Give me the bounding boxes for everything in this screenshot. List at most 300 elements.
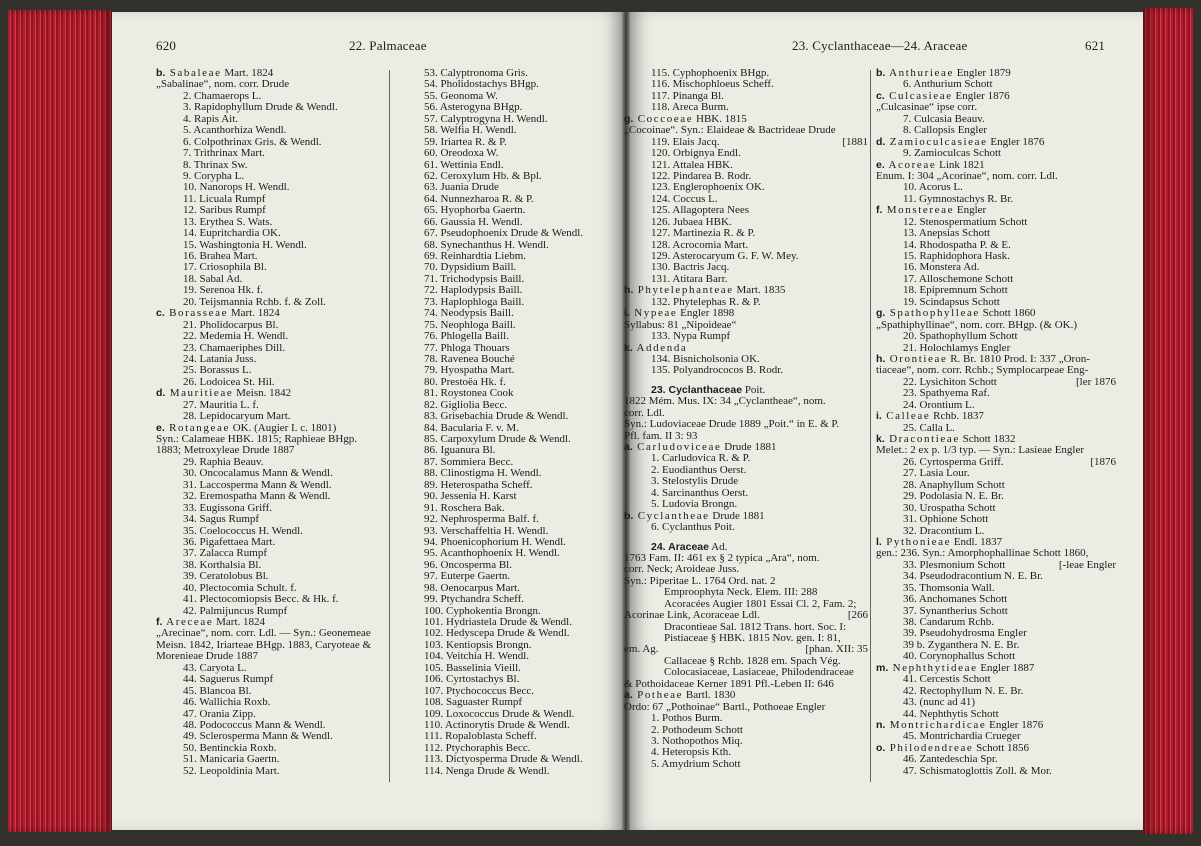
line-text: 118. Areca Burm. bbox=[651, 101, 729, 114]
genus-entry: 109. Loxococcus Drude & Wendl. bbox=[424, 707, 575, 720]
line-text: Syn.: Piperitae L. 1764 Ord. nat. 2 bbox=[624, 574, 776, 587]
tribe-name: Monstereae bbox=[882, 204, 955, 217]
line-text: 2. Pothodeum Schott bbox=[651, 723, 743, 736]
line-text: 12. Saribus Rumpf bbox=[183, 204, 266, 217]
tribe-author: OK. (Augier I. c. 1801) bbox=[229, 421, 337, 434]
tribe-name: Acoreae bbox=[884, 158, 937, 171]
line-text: 115. Cyphophoenix BHgp. bbox=[651, 67, 770, 79]
line-text: Morenieae Drude 1887 bbox=[156, 650, 259, 663]
line-text: 4. Heteropsis Kth. bbox=[651, 746, 732, 759]
tribe-name: Coccoeae bbox=[633, 112, 694, 125]
right-page bbox=[624, 12, 1143, 830]
line-text: 3. Rapidophyllum Drude & Wendl. bbox=[183, 101, 338, 114]
line-text: 50. Bentinckia Roxb. bbox=[183, 741, 277, 754]
genus-entry: 69. Reinhardtia Liebm. bbox=[424, 250, 527, 262]
tribe-name: Calleae bbox=[881, 410, 931, 423]
line-text: 28. Anaphyllum Schott bbox=[903, 478, 1005, 491]
line-text: 16. Brahea Mart. bbox=[183, 250, 258, 262]
page-edges-right bbox=[1143, 8, 1193, 834]
line-text: Acorinae Link, Acoraceae Ldl. bbox=[624, 609, 760, 622]
genus-entry: 85. Carpoxylum Drude & Wendl. bbox=[424, 433, 571, 445]
right-column-1 bbox=[624, 68, 868, 770]
genus-entry: 79. Hyospatha Mart. bbox=[424, 364, 515, 377]
line-text: 41. Plectocomiopsis Becc. & Hk. f. bbox=[183, 593, 339, 606]
carried-over-text: [ler 1876 bbox=[1075, 375, 1116, 388]
line-text: Dracontieae Sal. 1812 Trans. hort. Soc. I: bbox=[664, 620, 847, 633]
line-text: 37. Zalacca Rumpf bbox=[183, 547, 267, 560]
genus-entry: 104. Veitchia H. Wendl. bbox=[424, 650, 530, 663]
tribe-name: Cyclantheae bbox=[633, 509, 710, 522]
line-text: & Pothoidaceae Kerner 1891 Pfl.-Leben II: 646 bbox=[624, 677, 834, 690]
line-text: 11. Licuala Rumpf bbox=[183, 192, 266, 205]
line-text: 45. Blancoa Bl. bbox=[183, 684, 252, 697]
tribe-name: Rotangeae bbox=[164, 421, 230, 434]
genus-entry: 90. Jessenia H. Karst bbox=[424, 490, 517, 503]
tribe-name: Culcasieae bbox=[884, 89, 953, 102]
line-text: 45. Montrichardia Crueger bbox=[903, 730, 1021, 743]
line-text: 51. Manicaria Gaertn. bbox=[183, 753, 280, 766]
line-text: 46. Zantedeschia Spr. bbox=[903, 753, 998, 766]
tribe-name: Addenda bbox=[632, 341, 688, 354]
line-text: 44. Saguerus Rumpf bbox=[183, 673, 274, 686]
genus-entry: 74. Neodypsis Baill. bbox=[424, 307, 514, 320]
column-rule bbox=[870, 70, 871, 782]
carried-over-text: [266 bbox=[847, 609, 868, 622]
genus-entry: 55. Geonoma W. bbox=[424, 89, 498, 102]
column-rule bbox=[389, 70, 390, 782]
left-column-2 bbox=[397, 68, 619, 777]
tribe-letter: b. bbox=[156, 67, 166, 79]
line-text: Syllabus: 81 „Nipoideae“ bbox=[624, 318, 737, 331]
genus-entry: 81. Roystonea Cook bbox=[424, 387, 514, 400]
line-text: Pistiaceae § HBK. 1815 Nov. gen. I: 81, bbox=[664, 632, 841, 644]
right-column-2 bbox=[876, 68, 1116, 777]
line-text: 30. Oncocalamus Mann & Wendl. bbox=[183, 467, 333, 480]
line-text: 132. Phytelephas R. & P. bbox=[651, 295, 761, 308]
line-text: 35. Coelococcus H. Wendl. bbox=[183, 524, 303, 537]
line-text: 3. Stelostylis Drude bbox=[651, 475, 739, 488]
genus-entry: 54. Pholidostachys BHgp. bbox=[424, 78, 539, 91]
genus-entry: 101. Hydriastela Drude & Wendl. bbox=[424, 616, 572, 628]
line-text: 37. Synantherius Schott bbox=[903, 604, 1008, 617]
line-text: 21. Pholidocarpus Bl. bbox=[183, 318, 279, 331]
tribe-author: Engler 1879 bbox=[953, 67, 1011, 79]
line-text: 128. Acrocomia Mart. bbox=[651, 238, 749, 251]
genus-entry: 75. Neophloga Baill. bbox=[424, 318, 516, 331]
genus-entry: 97. Euterpe Gaertn. bbox=[424, 570, 511, 583]
page-edges-left bbox=[8, 10, 112, 832]
tribe-author: Endl. 1837 bbox=[951, 535, 1003, 548]
line-text: gen.: 236. Syn.: Amorphophallinae Schott 1860, bbox=[876, 547, 1089, 560]
tribe-author: Engler 1887 bbox=[977, 661, 1035, 674]
running-head-left: 22. Palmaceae bbox=[349, 38, 427, 53]
genus-entry: 57. Calyptrogyna H. Wendl. bbox=[424, 112, 548, 125]
tribe-author: Meisn. 1842 bbox=[233, 387, 292, 400]
line-text: 30. Urospatha Schott bbox=[903, 501, 996, 514]
line-text: 119. Elais Jacq. bbox=[651, 135, 720, 148]
tribe-name: Mauritieae bbox=[165, 387, 234, 400]
genus-entry: 65. Hyophorba Gaertn. bbox=[424, 204, 526, 217]
genus-entry: 80. Prestoëa Hk. f. bbox=[424, 375, 506, 388]
genus-entry: 53. Calyptronoma Gris. bbox=[424, 67, 528, 79]
line-text: 38. Korthalsia Bl. bbox=[183, 558, 262, 571]
genus-entry: 66. Gaussia H. Wendl. bbox=[424, 215, 523, 228]
tribe-author: Engler 1876 bbox=[986, 718, 1044, 731]
genus-entry: 105. Basselinia Vieill. bbox=[424, 661, 521, 674]
tribe-letter: c. bbox=[156, 307, 165, 320]
line-text: 6. Colpothrinax Gris. & Wendl. bbox=[183, 135, 322, 148]
page-number-right: 621 bbox=[1085, 38, 1106, 53]
tribe-letter: b. bbox=[624, 509, 634, 522]
genus-entry: 76. Phlogella Baill. bbox=[424, 330, 509, 343]
line-text: 7. Trithrinax Mart. bbox=[183, 147, 265, 160]
genus-entry: 71. Trichodypsis Baill. bbox=[424, 272, 525, 285]
genus-entry: 102. Hedyscepa Drude & Wendl. bbox=[424, 627, 570, 640]
line-text: Callaceae § Rchb. 1828 em. Spach Vég. bbox=[664, 654, 841, 667]
line-text: 44. Nephthytis Schott bbox=[903, 707, 999, 720]
line-text: Pfl. fam. II 3: 93 bbox=[624, 429, 698, 442]
genus-entry: 67. Pseudophoenix Drude & Wendl. bbox=[424, 227, 584, 240]
line-text: 131. Atitara Barr. bbox=[651, 272, 728, 285]
tribe-author: Bartl. 1830 bbox=[683, 689, 736, 702]
genus-entry: 62. Ceroxylum Hb. & Bpl. bbox=[424, 169, 542, 182]
tribe-letter: k. bbox=[876, 433, 885, 445]
tribe-letter: h. bbox=[624, 284, 634, 297]
line-text: 12. Stenospermatium Schott bbox=[903, 215, 1028, 228]
line-text: 135. Polyandrococos B. Rodr. bbox=[651, 364, 783, 377]
line-text: 1. Pothos Burm. bbox=[651, 712, 723, 725]
tribe-letter: f. bbox=[156, 616, 163, 628]
genus-entry: 108. Saguaster Rumpf bbox=[424, 696, 523, 709]
genus-entry: 94. Phoenicophorium H. Wendl. bbox=[424, 535, 566, 548]
line-text: „Arecinae“, nom. corr. Ldl. — Syn.: Geonemeae bbox=[156, 627, 371, 640]
line-text: 35. Thomsonia Wall. bbox=[903, 581, 995, 594]
tribe-name: Montrichardicae bbox=[885, 718, 987, 731]
tribe-name: Spathophylleae bbox=[885, 307, 980, 320]
line-text: 25. Borassus L. bbox=[183, 364, 252, 377]
genus-entry: 88. Clinostigma H. Wendl. bbox=[424, 467, 542, 480]
tribe-author: Link 1821 bbox=[936, 158, 985, 171]
line-text: 121. Attalea HBK. bbox=[651, 158, 733, 171]
tribe-name: Nephthytideae bbox=[888, 661, 978, 674]
genus-entry: 63. Juania Drude bbox=[424, 181, 499, 194]
line-text: 34. Pseudodracontium N. E. Br. bbox=[903, 570, 1043, 583]
genus-entry: 99. Ptychandra Scheff. bbox=[424, 593, 524, 606]
line-text: corr. Neck; Aroideae Juss. bbox=[624, 563, 740, 576]
line-text: 7. Culcasia Beauv. bbox=[903, 112, 985, 125]
line-text: 117. Pinanga Bl. bbox=[651, 89, 724, 102]
tribe-name: Phytelephanteae bbox=[633, 284, 734, 297]
tribe-letter: i. bbox=[624, 307, 630, 320]
line-text: 127. Martinezia R. & P. bbox=[651, 227, 756, 240]
line-text: 5. Acanthorhiza Wendl. bbox=[183, 124, 287, 137]
line-text: 9. Corypha L. bbox=[183, 169, 245, 182]
line-text: 41. Cercestis Schott bbox=[903, 673, 991, 686]
line-text: „Sabalinae“, nom. corr. Drude bbox=[156, 78, 290, 91]
tribe-author: Engler 1898 bbox=[677, 307, 735, 320]
line-text: 32. Eremospatha Mann & Wendl. bbox=[183, 490, 331, 503]
genus-entry: 110. Actinorytis Drude & Wendl. bbox=[424, 718, 570, 731]
tribe-letter: c. bbox=[876, 89, 885, 102]
genus-entry: 68. Synechanthus H. Wendl. bbox=[424, 238, 549, 251]
tribe-name: Borasseae bbox=[164, 307, 229, 320]
line-text: „Culcasinae“ ipse corr. bbox=[876, 101, 978, 114]
genus-entry: 84. Bacularia F. v. M. bbox=[424, 421, 519, 434]
tribe-letter: e. bbox=[876, 158, 885, 171]
line-text: 31. Ophione Schott bbox=[903, 513, 989, 526]
tribe-name: Areceae bbox=[162, 616, 214, 628]
tribe-author: Engler 1876 bbox=[952, 89, 1010, 102]
genus-entry: 64. Nunnezharoa R. & P. bbox=[424, 192, 534, 205]
genus-entry: 112. Ptychoraphis Becc. bbox=[424, 741, 531, 754]
line-text: Syn.: Calameae HBK. 1815; Raphieae BHgp. bbox=[156, 433, 358, 445]
line-text: 25. Calla L. bbox=[903, 421, 955, 434]
line-text: 33. Eugissona Griff. bbox=[183, 501, 273, 514]
line-text: 47. Schismatoglottis Zoll. & Mor. bbox=[903, 764, 1052, 777]
line-text: 24. Latania Juss. bbox=[183, 352, 257, 365]
line-text: 130. Bactris Jacq. bbox=[651, 261, 730, 274]
genus-entry: 103. Kentiopsis Brongn. bbox=[424, 638, 532, 651]
line-text: 24. Orontium L. bbox=[903, 398, 975, 411]
line-text: Enum. I: 304 „Acorinae“, nom. corr. Ldl. bbox=[876, 169, 1058, 182]
tribe-letter: a. bbox=[624, 689, 633, 702]
genus-entry bbox=[624, 365, 868, 376]
line-text: 49. Sclerosperma Mann & Wendl. bbox=[183, 730, 333, 743]
line-text: tiaceae“, nom. corr. Rchb.; Symplocarpeae Eng- bbox=[876, 364, 1089, 377]
page-number-left: 620 bbox=[156, 38, 177, 53]
genus-entry: 100. Cyphokentia Brongn. bbox=[424, 604, 541, 617]
line-text: 43. Caryota L. bbox=[183, 661, 247, 674]
line-text: 39. Ceratolobus Bl. bbox=[183, 570, 269, 583]
line-text: 22. Medemia H. Wendl. bbox=[183, 330, 289, 343]
line-text: 14. Eupritchardia OK. bbox=[183, 227, 281, 240]
line-text: 19. Scindapsus Schott bbox=[903, 295, 1000, 308]
line-text: 126. Jubaea HBK. bbox=[651, 215, 732, 228]
genus-entry: 93. Verschaffeltia H. Wendl. bbox=[424, 524, 549, 537]
tribe-letter: g. bbox=[624, 112, 634, 125]
line-text: 11. Gymnostachys R. Br. bbox=[903, 192, 1014, 205]
line-text: 47. Orania Zipp. bbox=[183, 707, 256, 720]
family-author: Ad. bbox=[709, 540, 728, 553]
tribe-author: Mart. 1835 bbox=[733, 284, 786, 297]
genus-entry bbox=[876, 766, 1116, 777]
line-text: 43. (nunc ad 41) bbox=[903, 696, 976, 709]
line-text: 26. Lodoicea St. Hil. bbox=[183, 375, 275, 388]
genus-entry: 113. Dictyosperma Drude & Wendl. bbox=[424, 753, 583, 766]
line-text: 20. Spathophyllum Schott bbox=[903, 330, 1018, 343]
tribe-author: Mart. 1824 bbox=[213, 616, 266, 628]
line-text: 8. Thrinax Sw. bbox=[183, 158, 248, 171]
genus-entry: 73. Haplophloga Baill. bbox=[424, 295, 525, 308]
genus-entry: 77. Phloga Thouars bbox=[424, 341, 510, 354]
carried-over-text: [phan. XII: 35 bbox=[805, 643, 868, 656]
carried-over-text: [1876 bbox=[1090, 455, 1116, 468]
genus-entry: 92. Nephrosperma Balf. f. bbox=[424, 513, 539, 526]
line-text: 10. Nanorops H. Wendl. bbox=[183, 181, 290, 194]
line-text: 32. Dracontium L. bbox=[903, 524, 985, 537]
tribe-letter: o. bbox=[876, 741, 886, 754]
line-text: 26. Cyrtosperma Griff. bbox=[903, 455, 1004, 468]
line-text: 39. Pseudohydrosma Engler bbox=[903, 627, 1027, 640]
genus-entry: 111. Ropaloblasta Scheff. bbox=[424, 730, 537, 743]
line-text: 13. Erythea S. Wats. bbox=[183, 215, 273, 228]
tribe-name: Sabaleae bbox=[165, 67, 222, 79]
tribe-author: Engler bbox=[954, 204, 987, 217]
tribe-author: HBK. 1815 bbox=[693, 112, 747, 125]
line-text: 15. Washingtonia H. Wendl. bbox=[183, 238, 307, 251]
genus-entry bbox=[624, 759, 868, 770]
line-text: 13. Anepsias Schott bbox=[903, 227, 991, 240]
tribe-name: Potheae bbox=[632, 689, 684, 702]
line-text: 120. Orbignya Endl. bbox=[651, 147, 741, 160]
line-text: Emproophyta Neck. Elem. III: 288 bbox=[664, 586, 818, 599]
tribe-author: Schott 1856 bbox=[973, 741, 1030, 754]
genus-entry: 89. Heterospatha Scheff. bbox=[424, 478, 533, 491]
tribe-name: Zamioculcasieae bbox=[885, 135, 988, 148]
line-text: 6. Anthurium Schott bbox=[903, 78, 993, 91]
line-text: 29. Podolasia N. E. Br. bbox=[903, 490, 1004, 503]
genus-entry: 56. Asterogyna BHgp. bbox=[424, 101, 523, 114]
line-text: 125. Allagoptera Nees bbox=[651, 204, 750, 217]
line-text: 133. Nypa Rumpf bbox=[651, 330, 731, 343]
line-text: 5. Ludovia Brongn. bbox=[651, 498, 738, 511]
genus-entry: 58. Welfia H. Wendl. bbox=[424, 124, 517, 137]
text-line bbox=[624, 633, 868, 644]
line-text: 42. Palmijuncus Rumpf bbox=[183, 604, 288, 617]
tribe-letter: g. bbox=[876, 307, 886, 320]
line-text: 2. Euodianthus Oerst. bbox=[651, 463, 747, 476]
genus-entry bbox=[624, 522, 868, 533]
line-text: 124. Coccus L. bbox=[651, 192, 718, 205]
line-text: 39 b. Zyganthera N. E. Br. bbox=[903, 638, 1020, 651]
tribe-letter: d. bbox=[876, 135, 886, 148]
tribe-author: Rchb. 1837 bbox=[930, 410, 984, 423]
line-text: 23. Chamaeriphes Dill. bbox=[183, 341, 286, 354]
tribe-name: Orontieae bbox=[885, 352, 948, 365]
line-text: 1. Carludovica R. & P. bbox=[651, 452, 751, 465]
line-text: 27. Mauritia L. f. bbox=[183, 398, 259, 411]
genus-entry: 60. Oreodoxa W. bbox=[424, 147, 499, 160]
line-text: 1763 Fam. II: 461 ex § 2 typica „Ara“, nom. bbox=[624, 551, 820, 564]
line-text: 42. Rectophyllum N. E. Br. bbox=[903, 684, 1024, 697]
line-text: „Spathiphyllinae“, nom. corr. BHgp. (& OK.) bbox=[876, 318, 1078, 331]
family-name: 23. Cyclanthaceae bbox=[651, 383, 743, 396]
line-text: 23. Spathyema Raf. bbox=[903, 387, 990, 400]
tribe-name: Pythonieae bbox=[881, 535, 952, 548]
tribe-name: Nypeae bbox=[629, 307, 678, 320]
line-text: Ordo: 67 „Pothoinae“ Bartl., Pothoeae Engler bbox=[624, 700, 826, 713]
line-text: Colocasiaceae, Lasiaceae, Philodendraceae bbox=[664, 666, 854, 679]
line-text: 40. Corynophallus Schott bbox=[903, 650, 1016, 663]
line-text: 8. Callopsis Engler bbox=[903, 124, 988, 137]
line-text: 134. Bisnicholsonia OK. bbox=[651, 352, 760, 365]
genus-entry: 70. Dypsidium Baill. bbox=[424, 261, 517, 274]
genus-entry: 106. Cyrtostachys Bl. bbox=[424, 673, 520, 686]
genus-entry: 91. Roschera Bak. bbox=[424, 501, 505, 514]
line-text: 21. Holochlamys Engler bbox=[903, 341, 1011, 354]
tribe-author: Mart. 1824 bbox=[228, 307, 280, 320]
genus-entry: 86. Iguanura Bl. bbox=[424, 444, 496, 457]
line-text: 31. Laccosperma Mann & Wendl. bbox=[183, 478, 332, 491]
line-text: 22. Lysichiton Schott bbox=[903, 375, 997, 388]
line-text: 18. Epipremnum Schott bbox=[903, 284, 1008, 297]
line-text: 38. Candarum Rchb. bbox=[903, 616, 995, 628]
tribe-author: Drude 1881 bbox=[721, 441, 777, 453]
line-text: 5. Amydrium Schott bbox=[651, 757, 741, 770]
line-text: 36. Anchomanes Schott bbox=[903, 593, 1008, 606]
tribe-letter: n. bbox=[876, 718, 886, 731]
left-column-1 bbox=[156, 68, 391, 777]
line-text: Melet.: 2 ex p. 1/3 typ. — Syn.: Lasieae Engler bbox=[876, 444, 1085, 457]
tribe-letter: k. bbox=[624, 341, 633, 354]
line-text: 4. Sarcinanthus Oerst. bbox=[651, 486, 749, 499]
tribe-author: Engler 1876 bbox=[987, 135, 1045, 148]
tribe-author: R. Br. 1810 Prod. I: 337 „Oron- bbox=[947, 352, 1090, 365]
tribe-letter: e. bbox=[156, 421, 165, 434]
line-text: 40. Plectocomia Schult. f. bbox=[183, 581, 297, 594]
line-text: Meisn. 1842, Iriarteae BHgp. 1883, Caryoteae & bbox=[156, 638, 372, 651]
line-text: 15. Raphidophora Hask. bbox=[903, 250, 1010, 262]
tribe-name: Dracontieae bbox=[884, 433, 960, 445]
line-text: 123. Englerophoenix OK. bbox=[651, 181, 765, 194]
genus-entry: 59. Iriartea R. & P. bbox=[424, 135, 507, 148]
genus-entry: 114. Nenga Drude & Wendl. bbox=[424, 764, 550, 777]
line-text: 9. Zamioculcas Schott bbox=[903, 147, 1002, 160]
line-text: 29. Raphia Beauv. bbox=[183, 455, 264, 468]
genus-entry: 78. Ravenea Bouché bbox=[424, 352, 515, 365]
line-text: 2. Chamaerops L. bbox=[183, 89, 262, 102]
genus-entry: 61. Wettinia Endl. bbox=[424, 158, 504, 171]
genus-entry: 107. Ptychococcus Becc. bbox=[424, 684, 534, 697]
tribe-letter: m. bbox=[876, 661, 889, 674]
line-text: 129. Asterocaryum G. F. W. Mey. bbox=[651, 250, 799, 262]
line-text: 46. Wallichia Roxb. bbox=[183, 696, 271, 709]
line-text: 18. Sabal Ad. bbox=[183, 272, 243, 285]
line-text: „Cocoinae“. Syn.: Elaideae & Bactrideae Drude bbox=[624, 124, 836, 137]
line-text: 6. Cyclanthus Poit. bbox=[651, 521, 735, 534]
line-text: em. Ag. bbox=[624, 643, 659, 656]
line-text: 4. Rapis Ait. bbox=[183, 112, 239, 125]
line-text: Syn.: Ludoviaceae Drude 1889 „Poit.“ in E. & P. bbox=[624, 418, 840, 431]
genus-entry: 87. Sommiera Becc. bbox=[424, 455, 514, 468]
line-text: 3. Nothopothos Miq. bbox=[651, 734, 743, 747]
line-text: 36. Pigafettaea Mart. bbox=[183, 535, 276, 548]
tribe-letter: i. bbox=[876, 410, 882, 423]
tribe-letter: f. bbox=[876, 204, 883, 217]
genus-entry: 83. Grisebachia Drude & Wendl. bbox=[424, 410, 569, 423]
line-text: 1883; Metroxyleae Drude 1887 bbox=[156, 444, 295, 457]
genus-entry bbox=[156, 766, 391, 777]
line-text: 19. Serenoa Hk. f. bbox=[183, 284, 264, 297]
tribe-author: Schott 1832 bbox=[959, 433, 1016, 445]
line-text: 33. Plesmonium Schott bbox=[903, 558, 1006, 571]
line-text: 116. Mischophloeus Scheff. bbox=[651, 78, 774, 91]
line-text: Acoracées Augier 1801 Essai Cl. 2, Fam. 2; bbox=[664, 597, 857, 610]
line-text: 17. Alloschemone Schott bbox=[903, 272, 1014, 285]
line-text: 34. Sagus Rumpf bbox=[183, 513, 260, 526]
line-text: 122. Pindarea B. Rodr. bbox=[651, 169, 752, 182]
line-text: 48. Podococcus Mann & Wendl. bbox=[183, 718, 326, 731]
line-text: 20. Teijsmannia Rchb. f. & Zoll. bbox=[183, 295, 326, 308]
tribe-letter: b. bbox=[876, 67, 886, 79]
genus-entry: 95. Acanthophoenix H. Wendl. bbox=[424, 547, 560, 560]
genus-entry: 98. Oenocarpus Mart. bbox=[424, 581, 520, 594]
tribe-letter: d. bbox=[156, 387, 166, 400]
line-text: 17. Criosophila Bl. bbox=[183, 261, 267, 274]
tribe-name: Philodendreae bbox=[885, 741, 974, 754]
family-name: 24. Araceae bbox=[651, 540, 709, 553]
tribe-letter: a. bbox=[624, 441, 633, 453]
